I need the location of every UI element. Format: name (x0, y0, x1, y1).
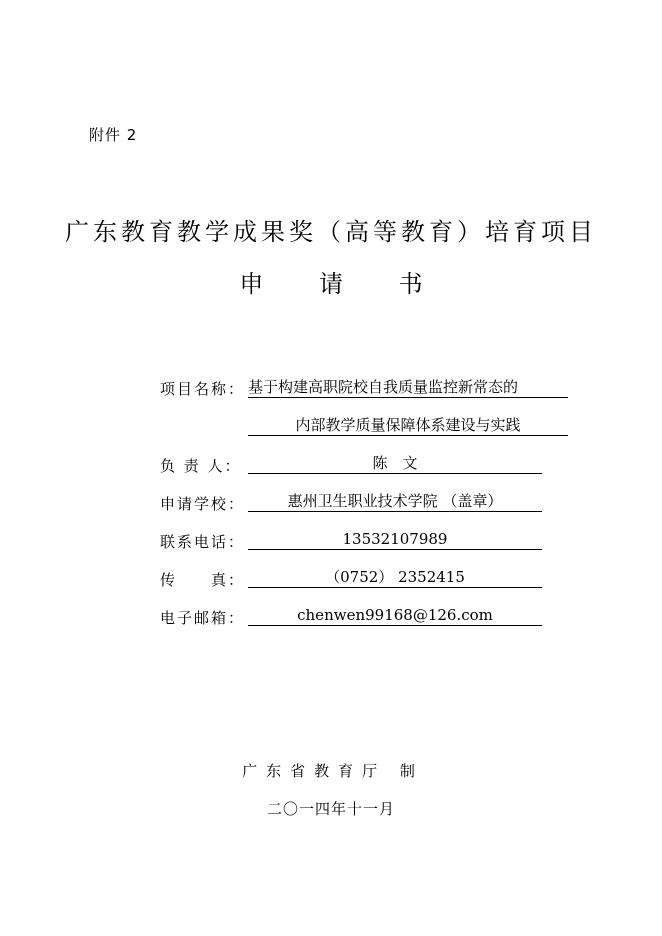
subtitle-char-3: 书 (398, 270, 423, 298)
project-name-label: 项目名称： (160, 380, 246, 398)
phone-label: 联系电话： (160, 533, 246, 551)
document-title: 广东教育教学成果奖（高等教育）培育项目 (65, 218, 597, 246)
project-name-value-line1: 基于构建高职院校自我质量监控新常态的 (248, 377, 568, 398)
attachment-label: 附件 2 (89, 126, 138, 144)
person-in-charge-value: 陈 文 (248, 453, 542, 474)
subtitle-char-2: 请 (319, 270, 343, 298)
school-value: 惠州卫生职业技术学院 （盖章） (248, 491, 542, 512)
person-in-charge-label: 负 责 人： (160, 457, 242, 475)
school-label: 申请学校： (160, 495, 246, 513)
phone-value: 13532107989 (248, 529, 542, 550)
email-label: 电子邮箱： (160, 609, 246, 627)
subtitle-char-1: 申 (239, 270, 264, 298)
issuer: 广东省教育厅 制 (242, 762, 424, 780)
email-value: chenwen99168@126.com (248, 605, 542, 626)
fax-label: 传 真： (160, 571, 246, 589)
project-name-value-line2: 内部教学质量保障体系建设与实践 (248, 415, 568, 436)
issue-date: 二〇一四年十一月 (266, 800, 395, 818)
document-subtitle (0, 264, 662, 299)
fax-value: （0752） 2352415 (248, 567, 542, 588)
